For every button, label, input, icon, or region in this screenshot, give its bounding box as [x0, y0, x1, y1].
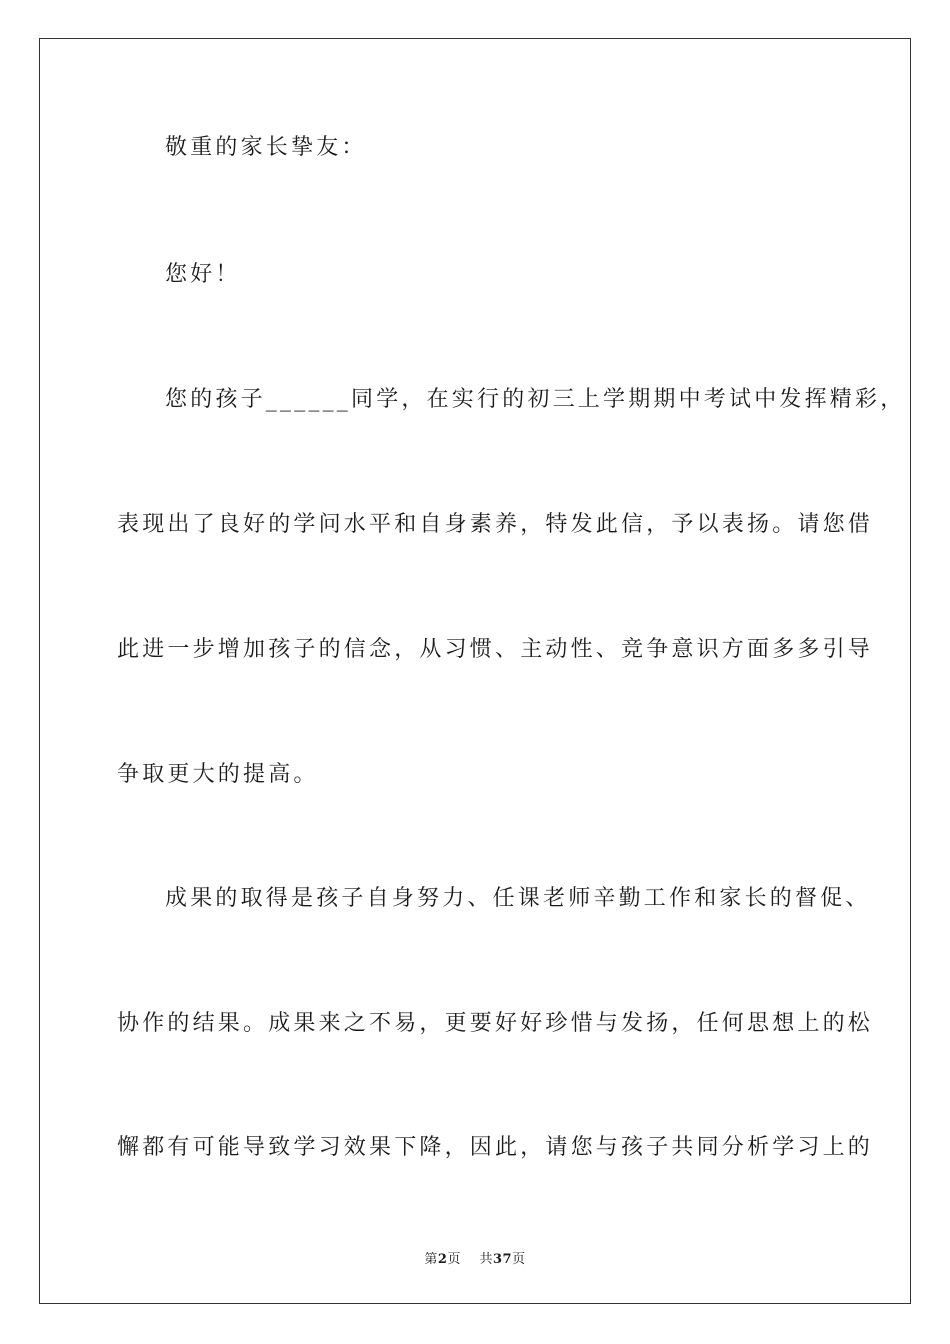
paragraph-1-line-4: 争取更大的提高。: [117, 762, 319, 787]
total-prefix: 共: [479, 1252, 493, 1267]
total-suffix: 页: [512, 1252, 526, 1267]
greeting: 您好！: [165, 262, 241, 287]
paragraph-1-line-2: 表现出了良好的学问水平和自身素养，特发此信，予以表扬。请您借: [117, 512, 874, 537]
page-prefix: 第: [424, 1252, 438, 1267]
paragraph-1-line-1: 您的孩子______同学，在实行的初三上学期期中考试中发挥精彩，: [165, 387, 906, 412]
paragraph-1-line-3: 此进一步增加孩子的信念，从习惯、主动性、竞争意识方面多多引导: [117, 637, 874, 662]
page-suffix: 页: [447, 1252, 461, 1267]
salutation: 敬重的家长挚友：: [165, 135, 367, 160]
paragraph-2-line-1: 成果的取得是孩子自身努力、任课老师辛勤工作和家长的督促、: [165, 886, 871, 911]
paragraph-2-line-2: 协作的结果。成果来之不易，更要好好珍惜与发扬，任何思想上的松: [117, 1011, 874, 1036]
page-frame: [39, 38, 911, 1304]
total-pages: 37: [493, 1252, 513, 1267]
page-footer: [0, 1248, 950, 1267]
paragraph-2-line-3: 懈都有可能导致学习效果下降，因此，请您与孩子共同分析学习上的: [117, 1135, 874, 1160]
page-number: 2: [437, 1252, 448, 1267]
